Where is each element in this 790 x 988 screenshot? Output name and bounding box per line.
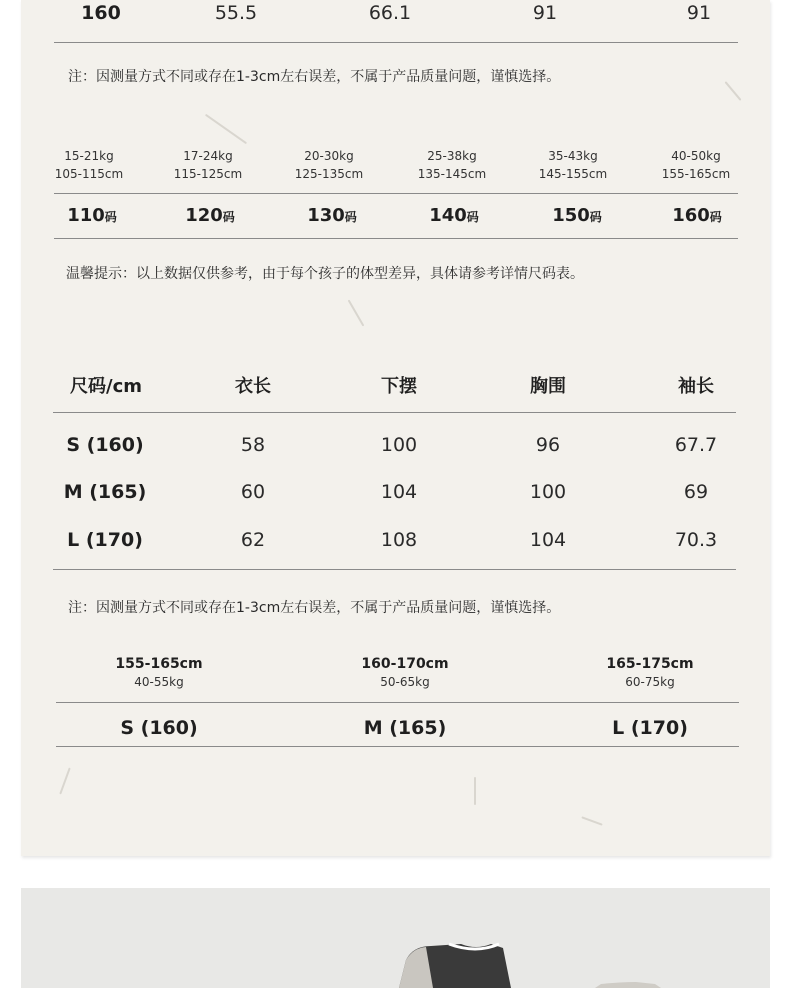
row-value: 62 — [240, 529, 266, 551]
divider — [54, 42, 738, 43]
kids-range-cell: 15-21kg 105-115cm — [54, 149, 124, 181]
divider — [56, 746, 739, 747]
paper-fiber — [474, 777, 476, 805]
paper-fiber — [59, 768, 70, 795]
kids-size: 160码 — [672, 205, 722, 226]
guide-size: S (160) — [120, 717, 198, 739]
kids-size: 130码 — [307, 205, 357, 226]
top-row-value: 66.1 — [368, 2, 412, 24]
kids-range-cell: 17-24kg 115-125cm — [173, 149, 243, 181]
row-value: 108 — [380, 529, 418, 551]
tip-note: 温馨提示：以上数据仅供参考，由于每个孩子的体型差异，具体请参考详情尺码表。 — [66, 266, 584, 282]
divider — [54, 193, 738, 194]
guide-size: L (170) — [612, 717, 688, 739]
divider — [53, 412, 736, 413]
kids-range-cell: 20-30kg 125-135cm — [294, 149, 364, 181]
top-row-value: 91 — [686, 2, 712, 24]
row-size: M (165) — [63, 481, 147, 503]
product-photo — [21, 888, 770, 988]
row-value: 60 — [240, 481, 266, 503]
header-hem: 下摆 — [381, 376, 417, 397]
kids-range-cell: 25-38kg 135-145cm — [417, 149, 487, 181]
row-value: 67.7 — [674, 434, 718, 456]
kids-size: 150码 — [552, 205, 602, 226]
paper-fiber — [205, 114, 247, 144]
header-chest: 胸围 — [530, 376, 566, 397]
measurement-note: 注：因测量方式不同或存在1-3cm左右误差，不属于产品质量问题，谨慎选择。 — [68, 600, 561, 616]
header-size: 尺码/cm — [70, 376, 142, 397]
top-row-value: 55.5 — [214, 2, 258, 24]
paper-fiber — [348, 300, 365, 327]
guide-range-cell: 160-170cm 50-65kg — [361, 656, 449, 689]
row-value: 100 — [380, 434, 418, 456]
kids-size: 140码 — [429, 205, 479, 226]
divider — [53, 569, 736, 570]
row-size: S (160) — [66, 434, 144, 456]
kids-size: 120码 — [185, 205, 235, 226]
paper-fiber — [581, 816, 602, 825]
kids-range-cell: 35-43kg 145-155cm — [538, 149, 608, 181]
guide-range-cell: 165-175cm 60-75kg — [606, 656, 694, 689]
kids-range-cell: 40-50kg 155-165cm — [661, 149, 731, 181]
row-value: 70.3 — [674, 529, 718, 551]
top-row-value: 91 — [532, 2, 558, 24]
guide-size: M (165) — [363, 717, 447, 739]
header-sleeve: 袖长 — [678, 376, 714, 397]
kids-size: 110码 — [67, 205, 117, 226]
shirt-illustration — [21, 888, 770, 988]
paper-fiber — [725, 81, 742, 101]
row-value: 104 — [380, 481, 418, 503]
top-row-size: 160 — [81, 2, 121, 24]
header-length: 衣长 — [235, 376, 271, 397]
divider — [56, 702, 739, 703]
row-size: L (170) — [67, 529, 143, 551]
row-value: 58 — [240, 434, 266, 456]
size-chart-card — [21, 0, 770, 856]
measurement-note: 注：因测量方式不同或存在1-3cm左右误差，不属于产品质量问题，谨慎选择。 — [68, 69, 561, 85]
divider — [54, 238, 738, 239]
guide-range-cell: 155-165cm 40-55kg — [115, 656, 203, 689]
row-value: 69 — [683, 481, 709, 503]
row-value: 96 — [535, 434, 561, 456]
row-value: 104 — [529, 529, 567, 551]
row-value: 100 — [529, 481, 567, 503]
